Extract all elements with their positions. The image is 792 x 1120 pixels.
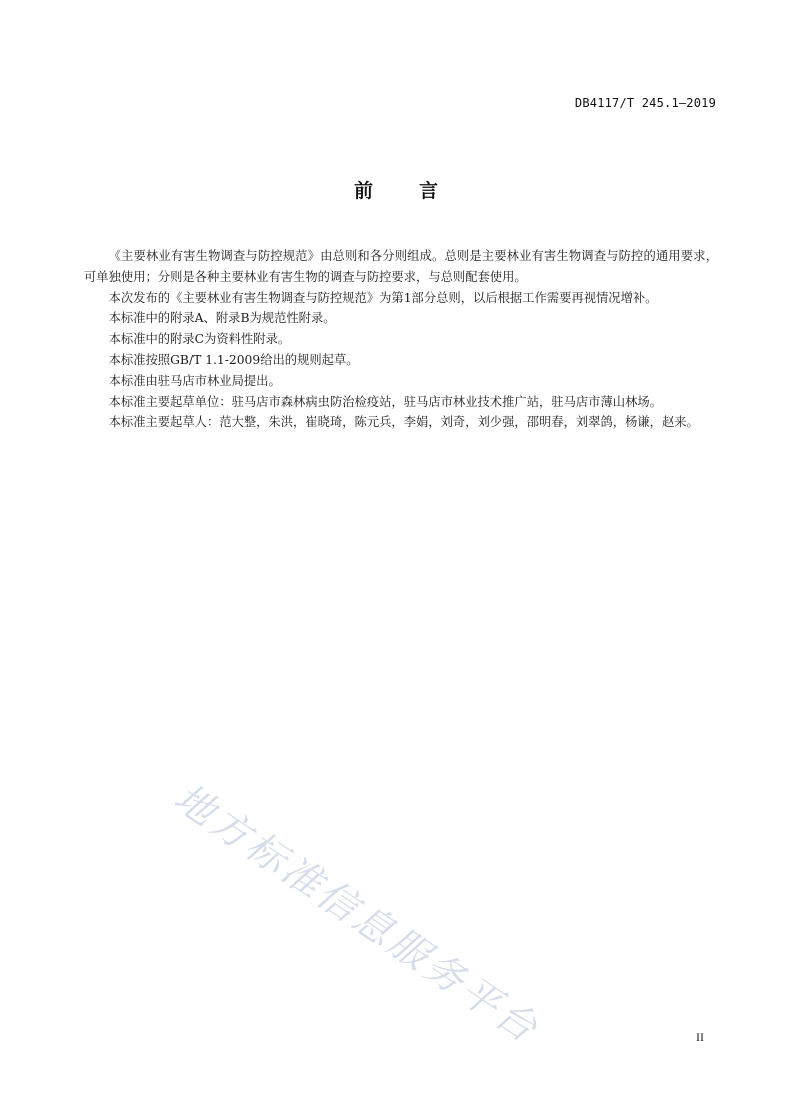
paragraph-drafting-units: 本标准主要起草单位：驻马店市森林病虫防治检疫站，驻马店市林业技术推广站，驻马店市薄山林场。: [108, 394, 662, 409]
page-number: II: [696, 1030, 704, 1044]
paragraph-informative-appendix: 本标准中的附录C为资料性附录。: [108, 332, 291, 347]
paragraph-drafters: 本标准主要起草人：范大整，朱洪，崔晓琦，陈元兵，李娟，刘奇，刘少强，邵明春，刘翠鸽，杨谦，赵来。: [108, 415, 699, 430]
paragraph-drafting-rules: 本标准按照GB/T 1.1-2009给出的规则起草。: [108, 352, 359, 367]
paragraph-normative-appendix: 本标准中的附录A、附录B为规范性附录。: [108, 311, 336, 326]
paragraph-composition: 《主要林业有害生物调查与防控规范》由总则和各分则组成。总则是主要林业有害生物调查与防控的通用要求，可单独使用；分则是各种主要林业有害生物的调查与防控要求，与总则配套使用。: [84, 249, 718, 284]
watermark: 地方标准信息服务平台: [165, 775, 548, 1054]
title-char-1: 前: [353, 180, 373, 202]
title-char-2: 言: [419, 180, 439, 202]
paragraph-release: 本次发布的《主要林业有害生物调查与防控规范》为第1部分总则，以后根据工作需要再视情况增补。: [108, 290, 658, 305]
paragraph-proposer: 本标准由驻马店市林业局提出。: [108, 373, 281, 388]
standard-code: DB4117/T 245.1—2019: [574, 96, 716, 110]
